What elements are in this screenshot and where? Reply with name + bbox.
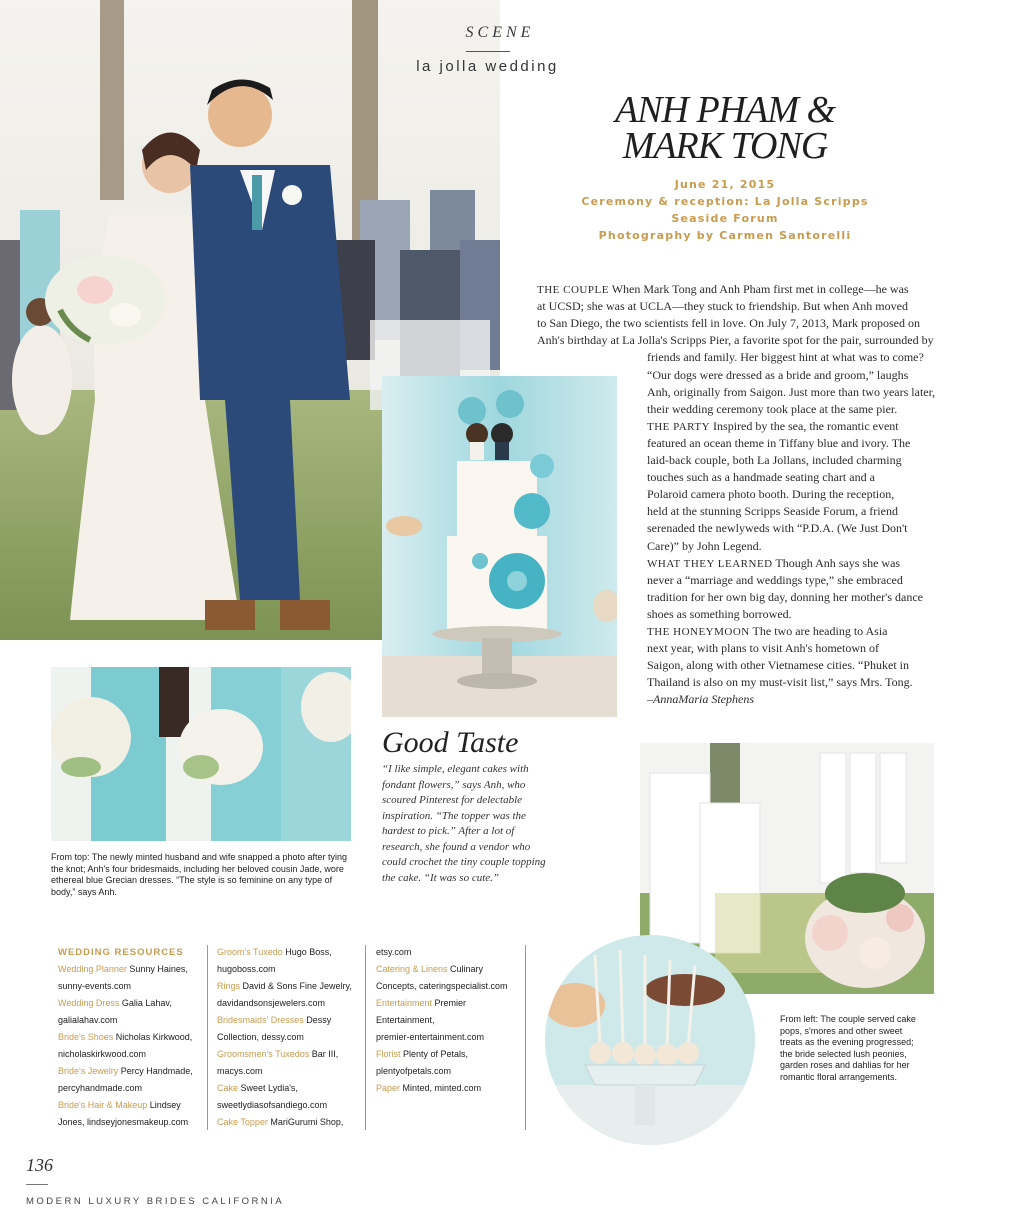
resources-column-3	[376, 944, 526, 1097]
resource-entry	[376, 1063, 526, 1080]
article-line-text: The two are heading to Asia	[749, 624, 888, 638]
resource-category: Florist	[376, 1049, 401, 1059]
article-line	[647, 520, 907, 537]
resource-vendor: Minted, minted.com	[400, 1083, 482, 1093]
article-title	[560, 89, 890, 167]
resource-vendor: Percy Handmade,	[118, 1066, 193, 1076]
resource-vendor: plentyofpetals.com	[376, 1066, 452, 1076]
article-line-text: laid-back couple, both La Jollans, included charming	[647, 453, 902, 467]
resource-entry	[376, 995, 526, 1012]
resources-title: WEDDING RESOURCES	[58, 947, 184, 958]
article-line	[647, 469, 875, 486]
resource-entry	[58, 1097, 208, 1114]
article-line-text: Polaroid camera photo booth. During the reception,	[647, 487, 895, 502]
resource-entry	[217, 1097, 367, 1114]
resource-vendor: Dessy	[303, 1015, 332, 1025]
resource-entry	[58, 995, 208, 1012]
article-line-text: held at the stunning Scripps Seaside Forum, a friend	[647, 504, 898, 519]
resource-entry	[217, 961, 367, 978]
section-label: SCENE	[465, 24, 535, 41]
resource-category: Bride's Hair & Makeup	[58, 1100, 148, 1110]
resource-entry	[376, 1012, 526, 1029]
resource-vendor: Entertainment,	[376, 1015, 435, 1025]
resource-entry	[58, 978, 208, 995]
article-line	[647, 589, 923, 606]
resource-entry	[376, 978, 526, 995]
article-line	[647, 435, 910, 452]
article-line	[647, 538, 762, 555]
resource-entry	[376, 944, 526, 961]
resource-entry	[376, 1029, 526, 1046]
right-photo-caption: From left: The couple served cake pops, s'mores and other sweet treats as the evening progressed; the bride selected lush peonies, garden roses and dahlias for her romantic floral arrangements.	[780, 1014, 916, 1082]
resource-vendor: macys.com	[217, 1066, 263, 1076]
article-line-text: friends and family. Her biggest hint at what was to come?	[647, 350, 924, 365]
resource-entry	[217, 1080, 367, 1097]
resource-entry	[217, 1114, 367, 1131]
resource-entry	[376, 1046, 526, 1063]
resource-entry	[58, 1012, 208, 1029]
good-taste-heading: Good Taste	[382, 726, 519, 759]
resource-category: Groom's Tuxedo	[217, 947, 283, 957]
resource-vendor: sweetlydiasofsandiego.com	[217, 1100, 328, 1110]
article-line-text: Anh, originally from Saigon. Just more than two years later,	[647, 384, 936, 399]
article-line	[647, 572, 903, 589]
resource-category: Bridesmaids' Dresses	[217, 1015, 304, 1025]
article-line	[647, 640, 879, 657]
venue-line-2: Seaside Forum	[671, 212, 779, 225]
resource-category: Paper	[376, 1083, 401, 1093]
resources-list-2	[217, 944, 367, 1131]
publication-name: MODERN LUXURY BRIDES CALIFORNIA	[26, 1196, 285, 1207]
resource-category: Wedding Dress	[58, 998, 120, 1008]
article-line-text: Thailand is also on my must-visit list,” says Mrs. Tong.	[647, 675, 913, 690]
resource-vendor: MariGurumi Shop,	[267, 1117, 344, 1127]
resource-vendor: Premier	[432, 998, 467, 1008]
resource-vendor: Galia Lahav,	[119, 998, 172, 1008]
resource-category: Rings	[217, 981, 241, 991]
article-line-text: Saigon, along with other Vietnamese cities. “Phuket in	[647, 658, 910, 673]
resource-entry	[217, 1029, 367, 1046]
article-line	[647, 452, 902, 469]
article-line-text: Care)” by John Legend.	[647, 538, 762, 553]
resource-category: Entertainment	[376, 998, 433, 1008]
article-line	[647, 418, 899, 436]
resource-vendor: premier-entertainment.com	[376, 1032, 485, 1042]
photo-credit: Photography by Carmen Santorelli	[598, 229, 852, 242]
resource-vendor: sunny-events.com	[58, 981, 132, 991]
resource-entry	[217, 944, 367, 961]
good-taste-quote: “I like simple, elegant cakes with fondant flowers,” says Anh, who scoured Pinterest for delectable inspiration. “The topper was the hardest to pick.” After a lot of research, she found a vendor who could crochet the tiny couple topping the cake. “It was so cute.”	[382, 763, 546, 884]
article-line-text: “Our dogs were dressed as a bride and groom,” laughs	[647, 367, 909, 382]
article-line-text: When Mark Tong and Anh Pham first met in college—he was	[608, 282, 909, 296]
resource-vendor: Hugo Boss,	[282, 947, 332, 957]
resource-vendor: Sunny Haines,	[126, 964, 188, 974]
resource-category: Catering & Linens	[376, 964, 448, 974]
resource-vendor: Nicholas Kirkwood,	[113, 1032, 193, 1042]
event-date: June 21, 2015	[674, 178, 776, 191]
resource-vendor: davidandsonsjewelers.com	[217, 998, 326, 1008]
resource-entry	[217, 978, 367, 995]
resources-divider-1	[207, 945, 208, 1130]
resource-vendor: percyhandmade.com	[58, 1083, 143, 1093]
article-line-text: never a “marriage and weddings type,” she embraced	[647, 572, 903, 587]
article-line-text: tradition for her own big day, donning her mother's dance	[647, 589, 923, 604]
article-line	[647, 486, 894, 503]
cake-photo	[382, 376, 617, 717]
page-number: 136	[26, 1155, 53, 1175]
resource-entry	[217, 1063, 367, 1080]
article-line	[647, 367, 908, 384]
resources-column-2	[217, 944, 367, 1131]
article-line	[537, 332, 934, 349]
article-line	[647, 503, 898, 520]
resource-vendor: Collection, dessy.com	[217, 1032, 304, 1042]
resource-vendor: galialahav.com	[58, 1015, 118, 1025]
resource-vendor: Bar III,	[309, 1049, 339, 1059]
resource-category: Wedding Planner	[58, 964, 127, 974]
resource-vendor: Jones, lindseyjonesmakeup.com	[58, 1117, 189, 1127]
article-line-text: –AnnaMaria Stephens	[647, 692, 754, 707]
article-line-text: Anh's birthday at La Jolla's Scripps Pier, a favorite spot for the pair, surrounded by	[537, 333, 934, 348]
article-line	[647, 606, 792, 623]
article-line	[647, 401, 897, 418]
resources-divider-2	[365, 945, 366, 1130]
resource-entry	[58, 1080, 208, 1097]
page-number-rule	[26, 1184, 48, 1185]
article-line-text: serenaded the newlyweds with “P.D.A. (We Just Don't	[647, 521, 908, 536]
article-line-text: Though Anh says she was	[772, 555, 901, 570]
article-line	[537, 315, 920, 332]
bridesmaids-photo	[51, 667, 351, 841]
venue-line-1: Ceremony & reception: La Jolla Scripps	[581, 195, 869, 208]
resources-column-1	[58, 944, 208, 1131]
resource-entry	[58, 1029, 208, 1046]
resources-list-3	[376, 944, 526, 1097]
article-line	[647, 691, 754, 708]
resources-list-1	[58, 961, 208, 1131]
article-line-text: to San Diego, the two scientists fell in love. On July 7, 2013, Mark proposed on	[537, 316, 920, 331]
section-subtitle: la jolla wedding	[416, 58, 559, 75]
resource-entry	[217, 995, 367, 1012]
resource-category: Groomsmen's Tuxedos	[217, 1049, 310, 1059]
resource-vendor: etsy.com	[376, 947, 412, 957]
article-line	[647, 674, 913, 691]
article-line	[647, 555, 900, 573]
resource-vendor: Lindsey	[147, 1100, 181, 1110]
article-line	[537, 298, 908, 315]
resource-entry	[58, 1046, 208, 1063]
resource-vendor: hugoboss.com	[217, 964, 276, 974]
resource-category: Bride's Shoes	[58, 1032, 114, 1042]
resource-entry	[376, 1080, 526, 1097]
resource-category: Cake	[217, 1083, 239, 1093]
article-section-label: THE COUPLE	[537, 284, 609, 296]
resource-entry	[217, 1046, 367, 1063]
article-line	[647, 657, 909, 674]
article-line-text: touches such as a handmade seating chart and a	[647, 470, 875, 485]
article-line-text: their wedding ceremony took place at the same pier.	[647, 401, 898, 416]
article-line-text: Inspired by the sea, the romantic event	[710, 418, 899, 433]
article-line-text: featured an ocean theme in Tiffany blue and ivory. The	[647, 435, 911, 450]
article-line	[647, 623, 888, 641]
resource-vendor: nicholaskirkwood.com	[58, 1049, 147, 1059]
resource-entry	[58, 961, 208, 978]
resource-entry	[376, 961, 526, 978]
resource-category: Cake Topper	[217, 1117, 268, 1127]
resource-entry	[58, 1063, 208, 1080]
article-section-label: THE HONEYMOON	[647, 626, 750, 638]
resource-entry	[217, 1012, 367, 1029]
title-line-2: MARK TONG	[622, 125, 828, 167]
article-line	[537, 281, 909, 299]
article-line	[647, 349, 924, 366]
article-line-text: shoes as something borrowed.	[647, 606, 792, 621]
cake-pops-photo	[545, 935, 755, 1145]
resource-vendor: Plenty of Petals,	[400, 1049, 469, 1059]
resource-vendor: David & Sons Fine Jewelry,	[240, 981, 352, 991]
resources-divider-3	[525, 945, 526, 1130]
article-line	[647, 384, 935, 401]
resource-vendor: Concepts, cateringspecialist.com	[376, 981, 508, 991]
title-line-1: ANH PHAM &	[614, 89, 836, 131]
resource-entry	[58, 1114, 208, 1131]
left-photo-caption: From top: The newly minted husband and wife snapped a photo after tying the knot; Anh's four bridesmaids, including her beloved cousin Jade, wore ethereal blue Grecian dresses. “The style is so feminine on any type of body,” says Anh.	[51, 852, 348, 897]
article-line-text: next year, with plans to visit Anh's hometown of	[647, 641, 879, 656]
article-section-label: THE PARTY	[647, 420, 711, 433]
resource-vendor: Culinary	[447, 964, 484, 974]
article-section-label: WHAT THEY LEARNED	[647, 557, 773, 570]
article-line-text: at UCSD; she was at UCLA—they stuck to friendship. But when Anh moved	[537, 299, 908, 314]
section-divider	[466, 51, 510, 52]
resource-vendor: Sweet Lydia's,	[238, 1083, 298, 1093]
resource-category: Bride's Jewelry	[58, 1066, 119, 1076]
